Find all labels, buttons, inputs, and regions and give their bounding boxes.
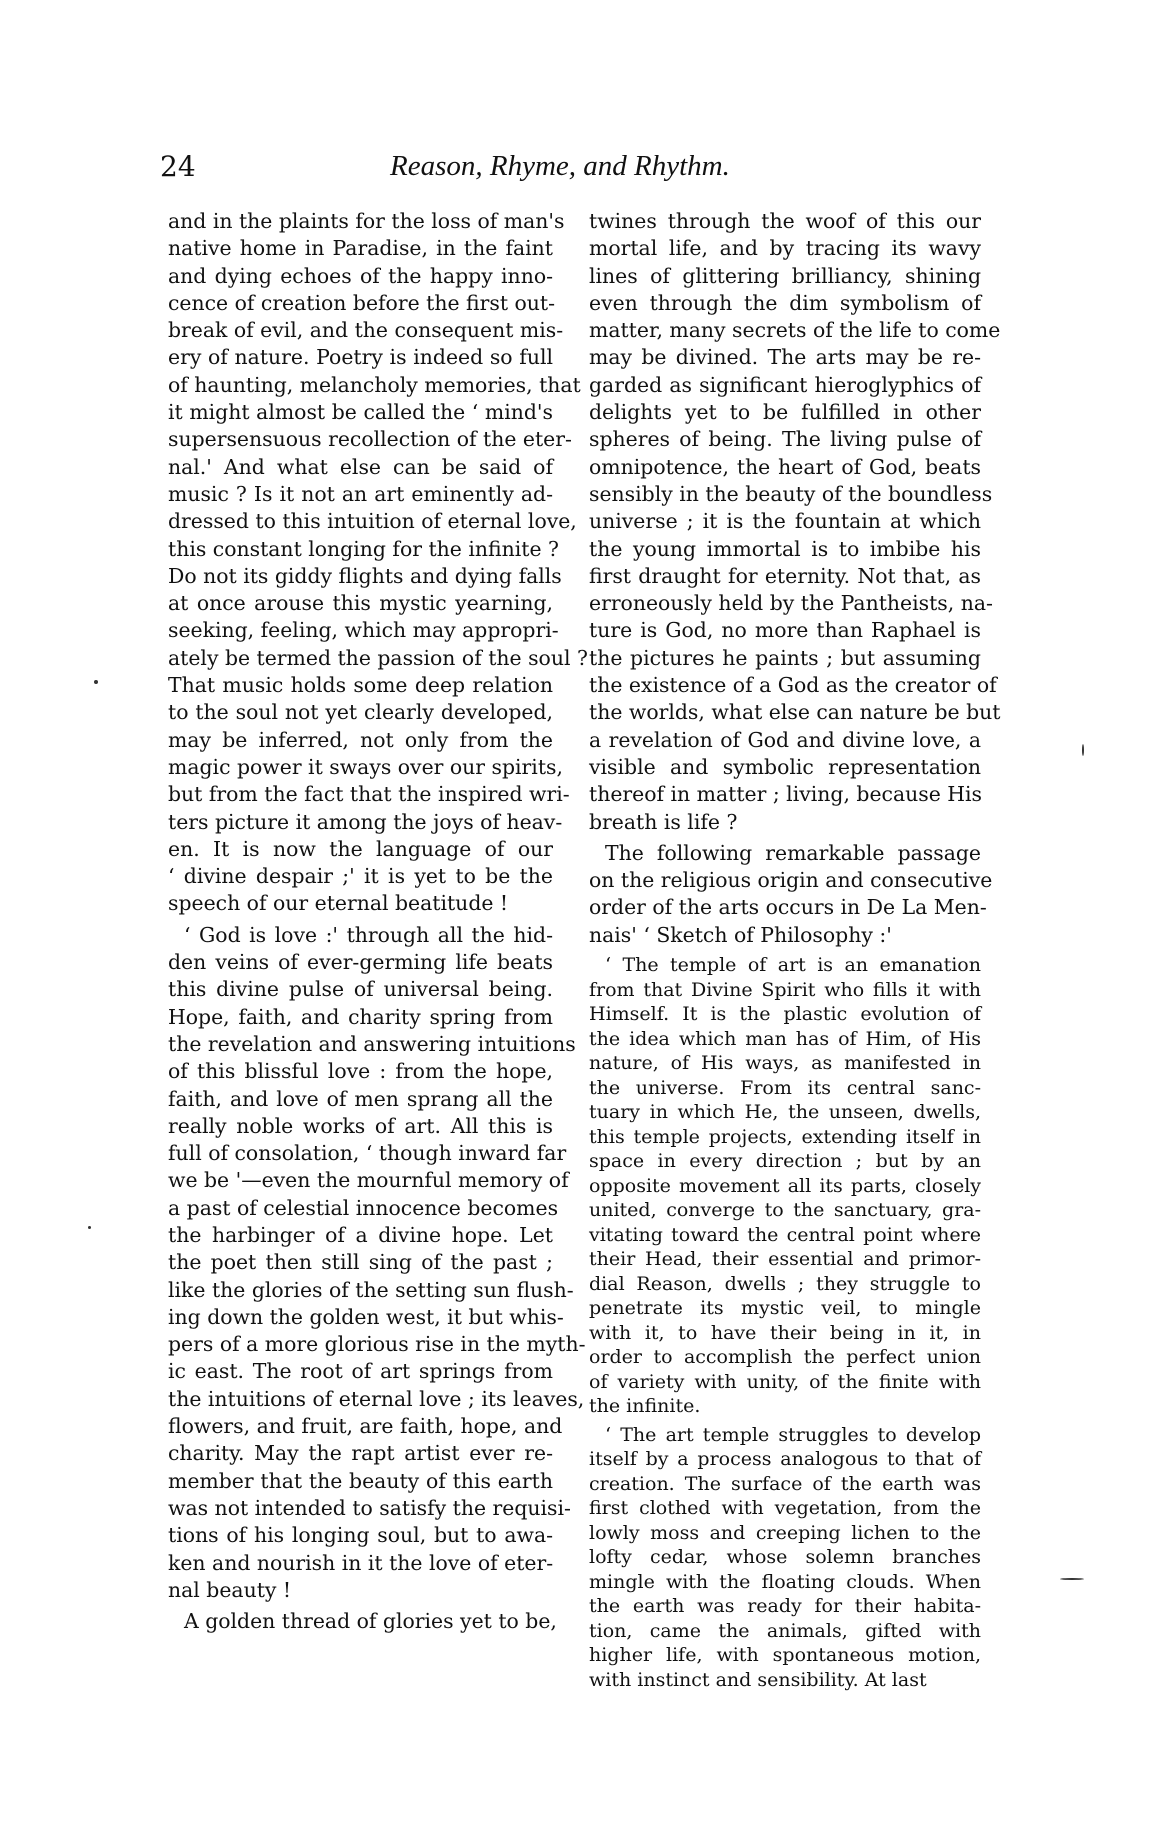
text-line: the young immortal is to imbibe his	[589, 536, 981, 561]
paragraph	[168, 922, 586, 1604]
text-line: and dying echoes of the happy inno-	[168, 263, 553, 288]
text-line: the infinite.	[589, 1395, 701, 1418]
text-line: we be '—even the mournful memory of	[168, 1168, 569, 1193]
text-line: cence of creation before the first out-	[168, 290, 555, 315]
text-line: higher life, with spontaneous motion,	[589, 1644, 981, 1667]
text-line: Do not its giddy flights and dying falls	[168, 563, 562, 588]
text-line: seeking, feeling, which may appropri-	[168, 618, 559, 643]
text-line: full of consolation, ‘ though inward far	[168, 1141, 567, 1166]
scan-speck	[1060, 1578, 1084, 1580]
text-line: flowers, and fruit, are faith, hope, and	[168, 1414, 563, 1439]
text-line: the idea which man has of Him, of His	[589, 1027, 981, 1050]
text-line: visible and symbolic representation	[589, 754, 981, 779]
paragraph	[589, 840, 993, 949]
paragraph	[168, 208, 588, 918]
text-line: omnipotence, the heart of God, beats	[589, 454, 981, 479]
text-line: tuary in which He, the unseen, dwells,	[589, 1101, 981, 1124]
text-line: nature, of His ways, as manifested in	[589, 1052, 981, 1075]
text-line: the existence of a God as the creator of	[589, 673, 997, 698]
text-line: break of evil, and the consequent mis-	[168, 318, 564, 343]
text-line: That music holds some deep relation	[168, 673, 553, 698]
text-line: order of the arts occurs in De La Men-	[589, 895, 987, 920]
text-line: garded as significant hieroglyphics of	[589, 372, 981, 397]
text-line: the universe. From its central sanc-	[589, 1076, 981, 1099]
text-line: Hope, faith, and charity spring from	[168, 1004, 553, 1029]
text-line: of variety with unity, of the finite with	[589, 1370, 981, 1393]
text-line: sensibly in the beauty of the boundless	[589, 481, 993, 506]
text-line: faith, and love of men sprang all the	[168, 1086, 553, 1111]
text-line: mingle with the floating clouds. When	[589, 1570, 981, 1593]
text-line: speech of our eternal beatitude !	[168, 891, 509, 916]
text-line: ken and nourish in it the love of eter-	[168, 1550, 554, 1575]
text-line: The following remarkable passage	[605, 840, 981, 865]
text-line: den veins of ever-germing life beats	[168, 950, 553, 975]
scan-speck	[1082, 744, 1084, 756]
text-line: vitating toward the central point where	[589, 1223, 981, 1246]
text-line: first clothed with vegetation, from the	[589, 1497, 981, 1520]
right-column	[589, 208, 1001, 1692]
text-line: native home in Paradise, in the faint	[168, 236, 553, 261]
text-line: this temple projects, extending itself in	[589, 1125, 981, 1148]
paragraph	[589, 208, 1001, 836]
text-line: ters picture it among the joys of heav-	[168, 809, 563, 834]
text-line: thereof in matter ; living, because His	[589, 782, 983, 807]
text-line: ic east. The root of art springs from	[168, 1359, 553, 1384]
text-line: of haunting, melancholy memories, that	[168, 372, 581, 397]
text-line: tion, came the animals, gifted with	[589, 1619, 981, 1642]
text-line: ‘ The art temple struggles to develop	[605, 1423, 981, 1446]
text-line: pers of a more glorious rise in the myth-	[168, 1332, 586, 1357]
text-line: first draught for eternity. Not that, as	[589, 563, 981, 588]
text-line: delights yet to be fulfilled in other	[589, 400, 981, 425]
text-line: spheres of being. The living pulse of	[589, 427, 981, 452]
text-line: the poet then still sing of the past ;	[168, 1250, 553, 1275]
text-line: music ? Is it not an art eminently ad-	[168, 481, 553, 506]
text-line: like the glories of the setting sun flush-	[168, 1277, 574, 1302]
text-line: the earth was ready for their habita-	[589, 1595, 981, 1618]
text-line: twines through the woof of this our	[589, 209, 981, 233]
text-line: charity. May the rapt artist ever re-	[168, 1441, 553, 1466]
text-line: space in every direction ; but by an	[589, 1150, 981, 1173]
quoted-paragraph	[589, 953, 981, 1419]
text-line: the intuitions of eternal love ; its leaves,	[168, 1386, 585, 1411]
text-line: ture is God, no more than Raphael is	[589, 618, 981, 643]
scan-speck	[88, 1226, 91, 1229]
left-column	[168, 208, 588, 1635]
text-line: lofty cedar, whose solemn branches	[589, 1546, 981, 1569]
page-number: 24	[160, 150, 196, 183]
text-line: of this blissful love : from the hope,	[168, 1059, 553, 1084]
text-line: opposite movement all its parts, closely	[589, 1174, 981, 1197]
text-line: nal.' And what else can be said of	[168, 454, 553, 479]
text-line: penetrate its mystic veil, to mingle	[589, 1297, 981, 1320]
text-line: with instinct and sensibility. At last	[589, 1668, 927, 1691]
text-line: nais' ‘ Sketch of Philosophy :'	[589, 922, 892, 947]
text-line: and in the plaints for the loss of man's	[168, 209, 565, 233]
text-line: it might almost be called the ‘ mind's	[168, 400, 553, 425]
text-line: this constant longing for the infinite ?	[168, 536, 559, 561]
text-line: ately be termed the passion of the soul ?	[168, 645, 588, 670]
text-line: may be inferred, not only from the	[168, 727, 553, 752]
text-line: en. It is now the language of our	[168, 836, 553, 861]
text-line: from that Divine Spirit who fills it with	[589, 978, 981, 1001]
text-line: matter, many secrets of the life to come	[589, 318, 1001, 343]
text-line: mortal life, and by tracing its wavy	[589, 236, 981, 261]
text-line: universe ; it is the fountain at which	[589, 509, 981, 534]
text-line: lowly moss and creeping lichen to the	[589, 1521, 981, 1544]
text-line: with it, to have their being in it, in	[589, 1321, 981, 1344]
text-line: may be divined. The arts may be re-	[589, 345, 981, 370]
text-line: a past of celestial innocence becomes	[168, 1195, 559, 1220]
text-line: member that the beauty of this earth	[168, 1468, 553, 1493]
text-line: nal beauty !	[168, 1577, 292, 1602]
text-line: this divine pulse of universal being.	[168, 977, 553, 1002]
text-line: ery of nature. Poetry is indeed so full	[168, 345, 553, 370]
text-line: on the religious origin and consecutive	[589, 868, 993, 893]
text-line: but from the fact that the inspired wri-	[168, 782, 570, 807]
page-header	[160, 150, 800, 190]
text-line: at once arouse this mystic yearning,	[168, 591, 553, 616]
text-line: ‘ The temple of art is an emanation	[605, 954, 981, 977]
text-line: their Head, their essential and primor-	[589, 1248, 981, 1271]
text-line: lines of glittering brilliancy, shining	[589, 263, 981, 288]
text-line: a revelation of God and divine love, a	[589, 727, 981, 752]
text-line: itself by a process analogous to that of	[589, 1448, 981, 1471]
quoted-paragraph	[589, 1423, 981, 1693]
text-line: creation. The surface of the earth was	[589, 1472, 981, 1495]
scan-speck	[94, 680, 98, 684]
text-line: to the soul not yet clearly developed,	[168, 700, 553, 725]
text-line: really noble works of art. All this is	[168, 1113, 553, 1138]
text-line: order to accomplish the perfect union	[589, 1346, 981, 1369]
running-title: Reason, Rhyme, and Rhythm.	[390, 150, 730, 182]
text-line: dial Reason, dwells ; they struggle to	[589, 1272, 981, 1295]
text-line: A golden thread of glories yet to be,	[184, 1609, 557, 1634]
text-line: magic power it sways over our spirits,	[168, 754, 563, 779]
text-line: ing down the golden west, it but whis-	[168, 1304, 564, 1329]
text-line: breath is life ?	[589, 809, 738, 834]
text-line: was not intended to satisfy the requisi-	[168, 1495, 571, 1520]
text-line: ‘ God is love :' through all the hid-	[184, 922, 553, 947]
text-line: the harbinger of a divine hope. Let	[168, 1222, 553, 1247]
text-line: ‘ divine despair ;' it is yet to be the	[168, 864, 553, 889]
text-line: supersensuous recollection of the eter-	[168, 427, 572, 452]
text-line: Himself. It is the plastic evolution of	[589, 1003, 981, 1026]
text-line: united, converge to the sanctuary, gra-	[589, 1199, 981, 1222]
text-line: the revelation and answering intuitions	[168, 1031, 576, 1056]
text-line: dressed to this intuition of eternal love,	[168, 509, 577, 534]
text-line: even through the dim symbolism of	[589, 290, 981, 315]
text-line: the pictures he paints ; but assuming	[589, 645, 981, 670]
text-line: erroneously held by the Pantheists, na-	[589, 591, 993, 616]
paragraph	[168, 1608, 557, 1635]
text-line: the worlds, what else can nature be but	[589, 700, 1001, 725]
text-line: tions of his longing soul, but to awa-	[168, 1523, 553, 1548]
